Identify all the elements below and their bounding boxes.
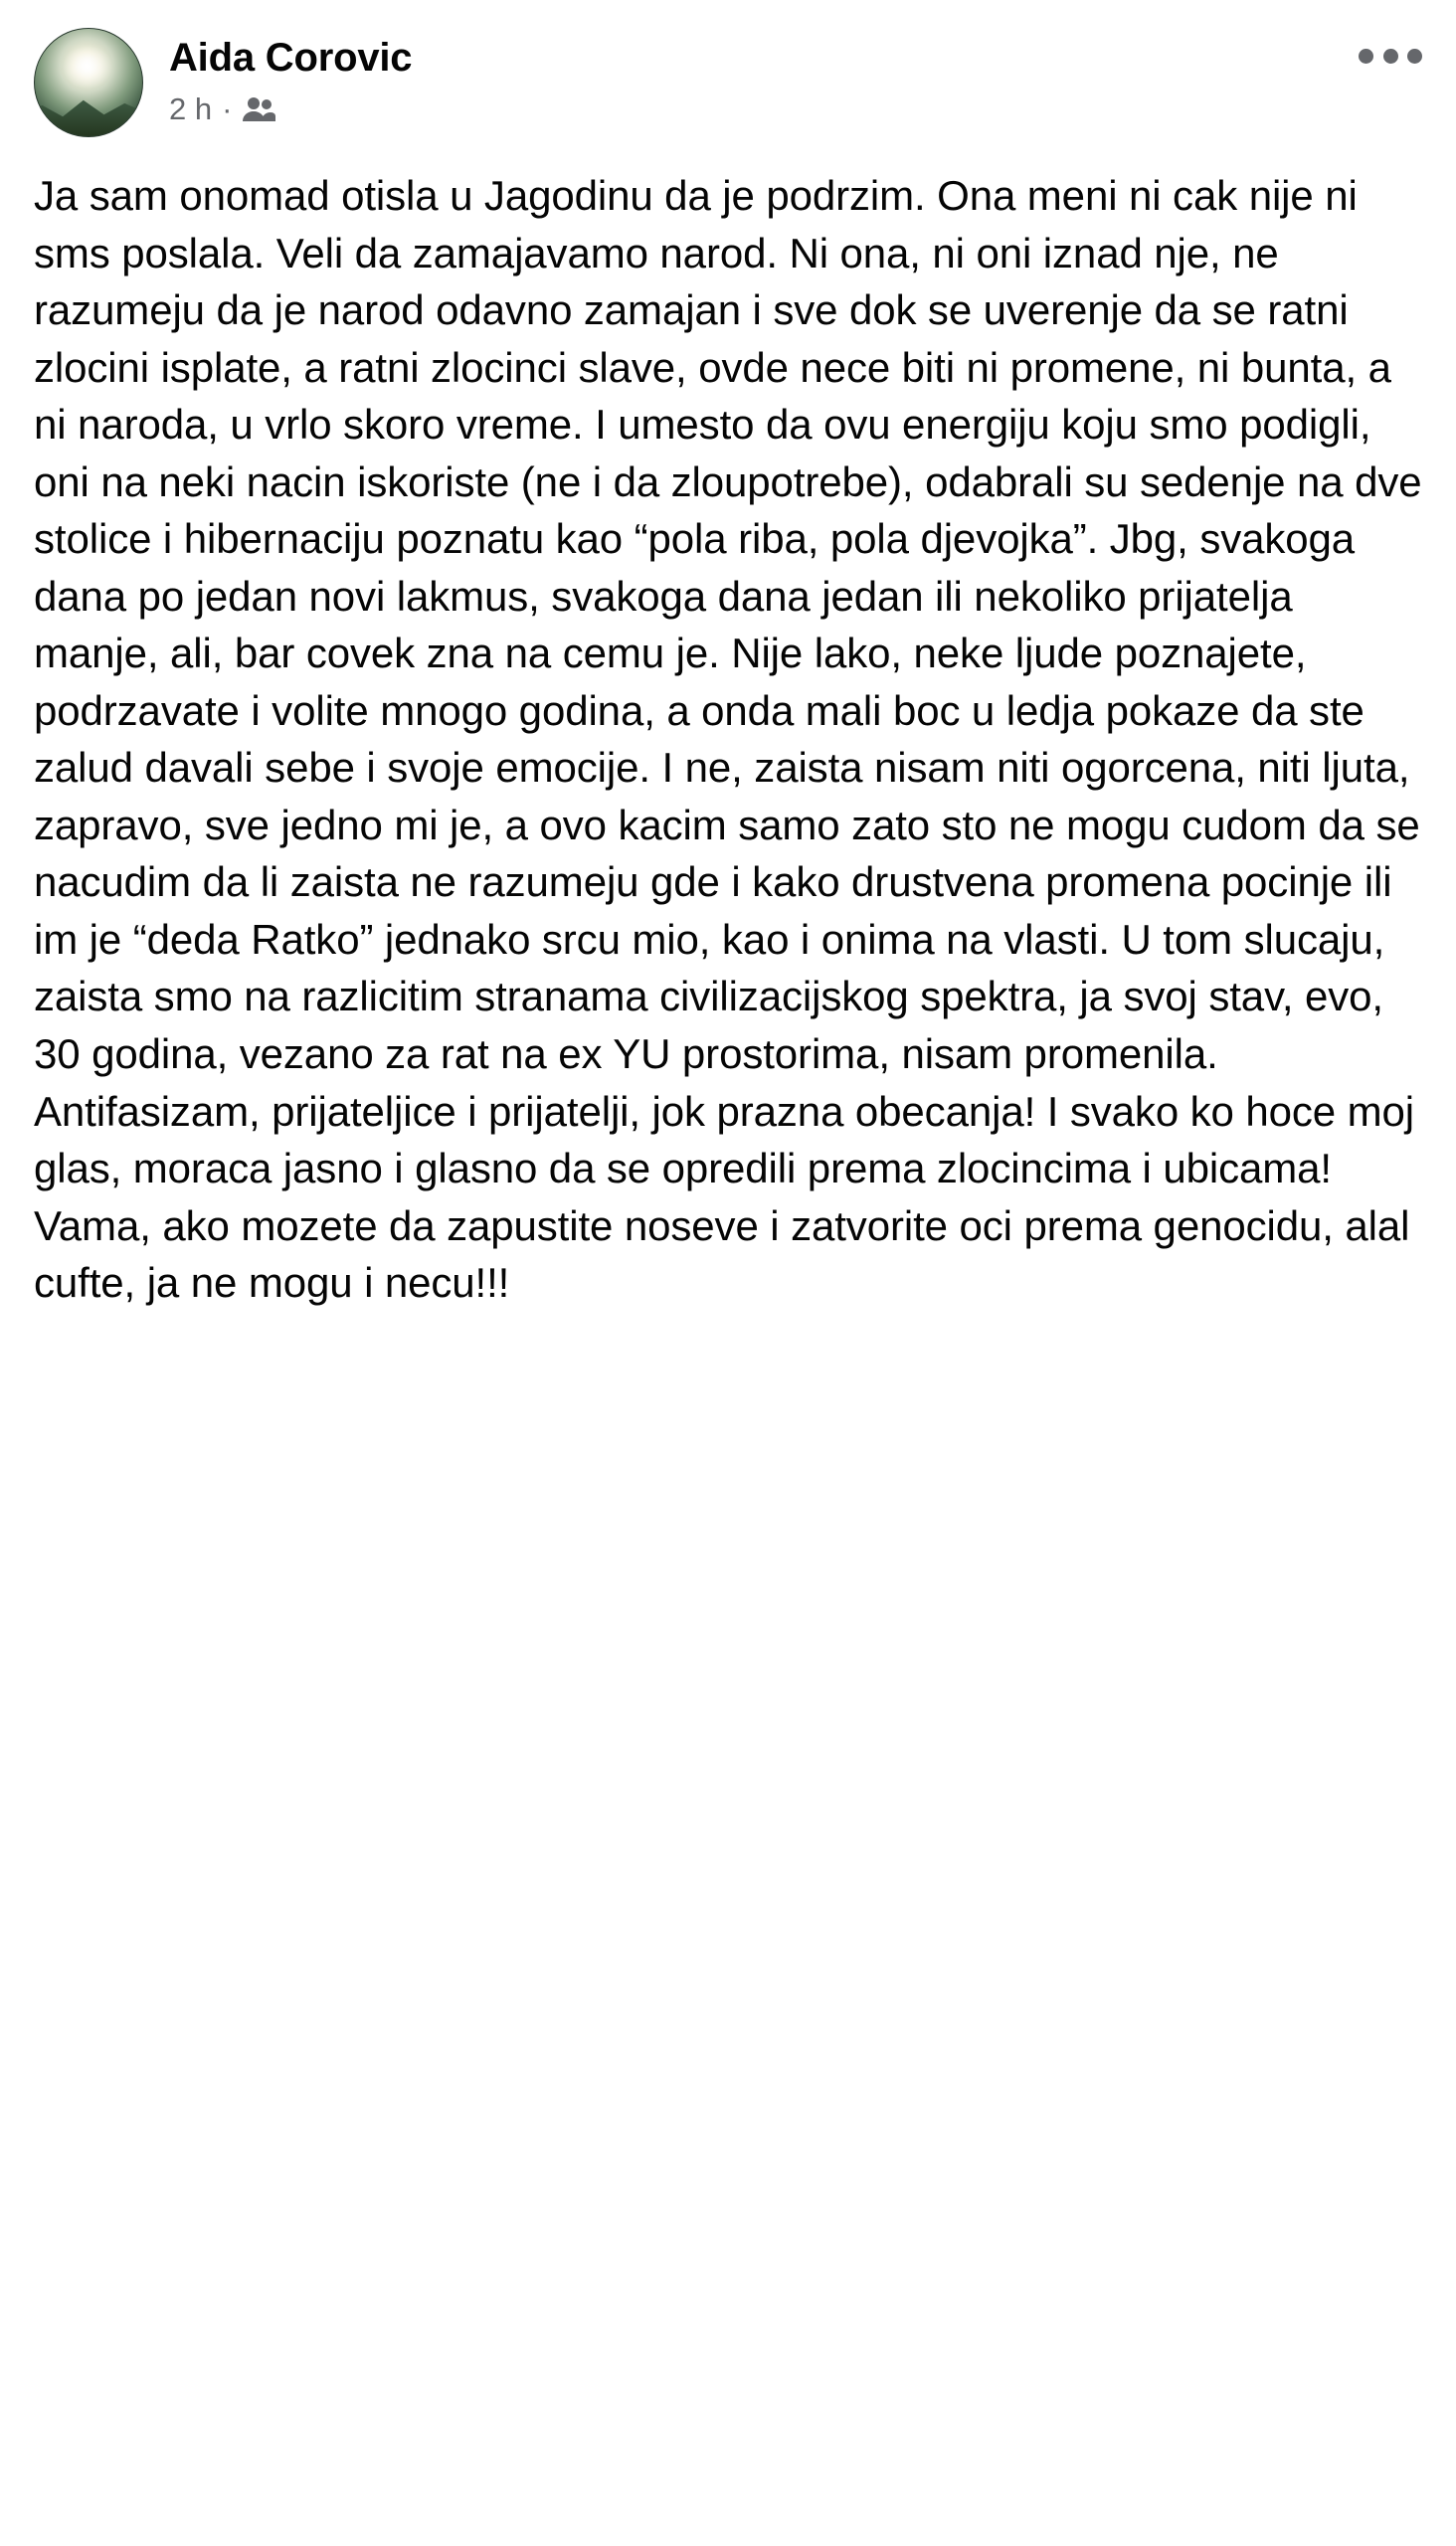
- post-header-text: [169, 28, 1422, 124]
- post-body: [0, 137, 1456, 1352]
- post-header: [0, 0, 1456, 137]
- more-dot-2: [1383, 49, 1398, 64]
- friends-icon[interactable]: [242, 95, 275, 123]
- post-text: Ja sam onomad otisla u Jagodinu da je podrzim. Ona meni ni cak nije ni sms poslala. Veli da zamajavamo narod. Ni ona, ni oni iznad nje, ne razumeju da je narod odavno zamajan i sve dok se uverenje da se ratni zlocini isplate, a ratni zlocinci slave, ovde nece biti ni promene, ni bunta, a ni naroda, u vrlo skoro vreme. I umesto da ovu energiju koju smo podigli, oni na neki nacin iskoriste (ne i da zloupotrebe), odabrali su sedenje na dve stolice i hibernaciju poznatu kao “pola riba, pola djevojka”. Jbg, svakoga dana po jedan novi lakmus, svakoga dana jedan ili nekoliko prijatelja manje, ali, bar covek zna na cemu je. Nije lako, neke ljude poznajete, podrzavate i volite mnogo godina, a onda mali boc u ledja pokaze da ste zalud davali sebe i svoje emocije. I ne, zaista nisam niti ogorcena, niti ljuta, zapravo, sve jedno mi je, a ovo kacim samo zato sto ne mogu cudom da se nacudim da li zaista ne razumeju gde i kako drustvena promena pocinje ili im je “deda Ratko” jednako srcu mio, kao i onima na vlasti. U tom slucaju, zaista smo na razlicitim stranama civilizacijskog spektra, ja svoj stav, evo, 30 godina, vezano za rat na ex YU prostorima, nisam promenila. Antifasizam, prijateljice i prijatelji, jok prazna obecanja! I svako ko hoce moj glas, moraca jasno i glasno da se opredili prema zlocincima i ubicama! Vama, ako mozete da zapustite noseve i zatvorite oci prema genocidu, alal cufte, ja ne mogu i necu!!!: [34, 172, 1434, 1307]
- avatar[interactable]: [34, 28, 143, 137]
- avatar-image-highlight: [63, 46, 112, 89]
- more-options-icon[interactable]: [1359, 36, 1422, 76]
- post-timestamp[interactable]: 2 h: [169, 91, 213, 126]
- meta-separator: ·: [222, 91, 233, 126]
- author-name[interactable]: Aida Corovic: [169, 36, 413, 80]
- more-dot-1: [1359, 49, 1373, 64]
- more-dot-3: [1407, 49, 1422, 64]
- post-meta: [169, 93, 1422, 124]
